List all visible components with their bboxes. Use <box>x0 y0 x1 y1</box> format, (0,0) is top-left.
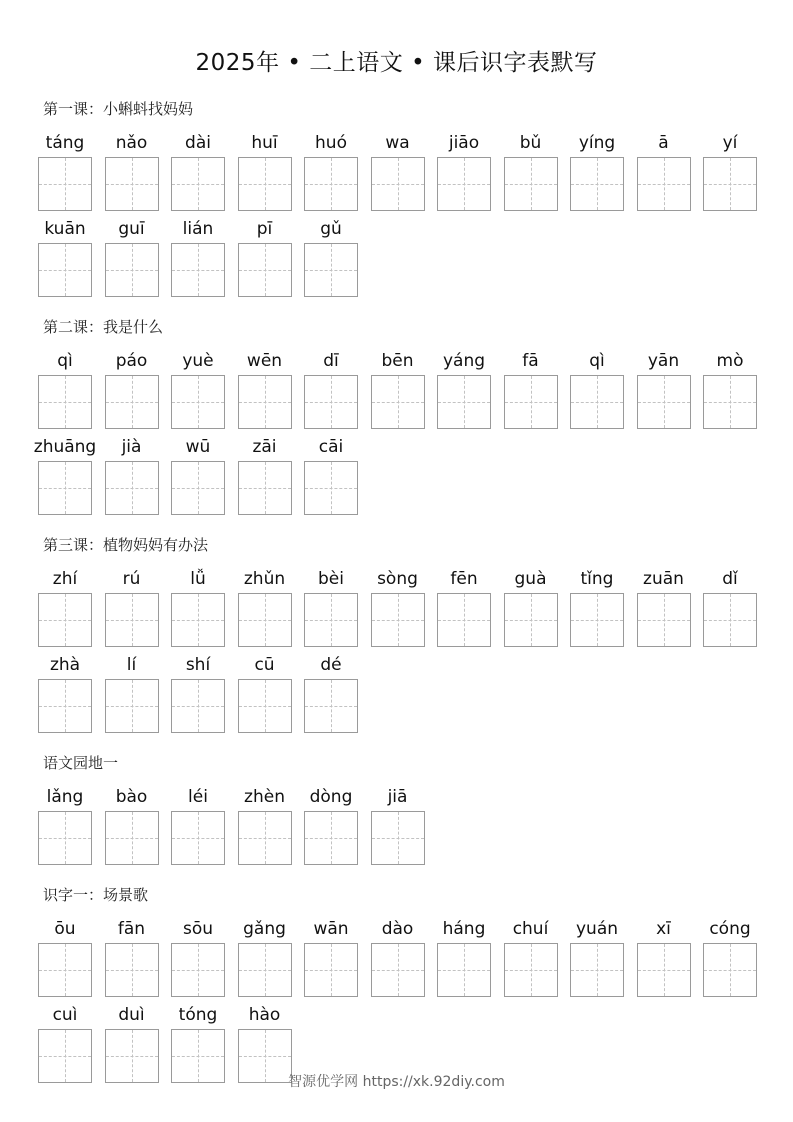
writing-box[interactable] <box>238 811 292 865</box>
pinyin-label: pī <box>256 219 273 239</box>
writing-box[interactable] <box>504 157 558 211</box>
pinyin-cell <box>504 918 558 997</box>
pinyin-cell <box>238 436 292 515</box>
pinyin-cell <box>238 654 292 733</box>
guide-line-vertical <box>464 594 465 646</box>
pinyin-label: gǔ <box>320 219 342 239</box>
pinyin-cell <box>570 132 624 211</box>
pinyin-cell <box>304 350 358 429</box>
guide-line-vertical <box>265 376 266 428</box>
pinyin-label: jiā <box>387 787 408 807</box>
guide-line-vertical <box>265 462 266 514</box>
guide-line-vertical <box>664 944 665 996</box>
writing-box[interactable] <box>238 593 292 647</box>
writing-box[interactable] <box>38 679 92 733</box>
pinyin-label: xī <box>656 919 671 939</box>
guide-line-vertical <box>398 944 399 996</box>
guide-line-vertical <box>132 594 133 646</box>
writing-box[interactable] <box>105 593 159 647</box>
pinyin-label: yuán <box>575 919 619 939</box>
pinyin-cell <box>371 918 425 997</box>
pinyin-label: mò <box>716 351 744 371</box>
pinyin-label: yān <box>647 351 680 371</box>
pinyin-cell <box>105 218 159 297</box>
guide-line-vertical <box>664 158 665 210</box>
writing-box[interactable] <box>38 593 92 647</box>
writing-box[interactable] <box>304 679 358 733</box>
pinyin-cell <box>38 132 92 211</box>
pinyin-label: dé <box>320 655 342 675</box>
guide-line-vertical <box>132 376 133 428</box>
pinyin-cell <box>703 918 757 997</box>
pinyin-cell <box>703 568 757 647</box>
writing-box[interactable] <box>703 157 757 211</box>
writing-box[interactable] <box>171 679 225 733</box>
lesson-heading: 识字一：场景歌 <box>43 886 149 904</box>
guide-line-vertical <box>132 158 133 210</box>
footer-watermark: 智源优学网 https://xk.92diy.com <box>288 1074 505 1090</box>
pinyin-label: qì <box>57 351 73 371</box>
writing-box[interactable] <box>371 593 425 647</box>
writing-box[interactable] <box>105 375 159 429</box>
lesson-heading: 第一课：小蝌蚪找妈妈 <box>43 100 194 118</box>
pinyin-cell <box>38 218 92 297</box>
guide-line-vertical <box>132 944 133 996</box>
lesson-heading: 语文园地一 <box>43 754 119 772</box>
guide-line-vertical <box>198 680 199 732</box>
writing-box[interactable] <box>637 593 691 647</box>
pinyin-label: háng <box>442 919 486 939</box>
guide-line-vertical <box>265 594 266 646</box>
pinyin-cell <box>371 132 425 211</box>
pinyin-cell <box>504 350 558 429</box>
writing-box[interactable] <box>371 375 425 429</box>
guide-line-vertical <box>265 812 266 864</box>
writing-box[interactable] <box>38 375 92 429</box>
guide-line-vertical <box>65 680 66 732</box>
pinyin-label: dòng <box>309 787 353 807</box>
guide-line-vertical <box>65 244 66 296</box>
guide-line-vertical <box>331 594 332 646</box>
pinyin-label: zhí <box>52 569 78 589</box>
pinyin-cell <box>171 350 225 429</box>
pinyin-label: cuì <box>52 1005 78 1025</box>
guide-line-vertical <box>398 812 399 864</box>
writing-box[interactable] <box>570 593 624 647</box>
pinyin-label: lián <box>182 219 214 239</box>
lesson-heading: 第三课：植物妈妈有办法 <box>43 536 209 554</box>
pinyin-cell <box>105 132 159 211</box>
pinyin-label: sōu <box>182 919 214 939</box>
writing-box[interactable] <box>304 943 358 997</box>
pinyin-cell <box>637 132 691 211</box>
guide-line-vertical <box>597 158 598 210</box>
pinyin-label: ōu <box>54 919 76 939</box>
pinyin-cell <box>504 132 558 211</box>
guide-line-vertical <box>132 680 133 732</box>
writing-box[interactable] <box>437 375 491 429</box>
page-title: 2025年 • 二上语文 • 课后识字表默写 <box>195 50 598 76</box>
pinyin-cell <box>171 218 225 297</box>
writing-box[interactable] <box>105 461 159 515</box>
pinyin-label: yáng <box>442 351 486 371</box>
writing-box[interactable] <box>637 943 691 997</box>
pinyin-label: chuí <box>512 919 549 939</box>
pinyin-label: cāi <box>318 437 344 457</box>
writing-box[interactable] <box>38 461 92 515</box>
pinyin-cell <box>105 436 159 515</box>
writing-box[interactable] <box>637 375 691 429</box>
guide-line-vertical <box>65 158 66 210</box>
pinyin-cell <box>171 786 225 865</box>
pinyin-cell <box>171 132 225 211</box>
pinyin-label: bèi <box>318 569 344 589</box>
pinyin-label: cóng <box>709 919 751 939</box>
guide-line-vertical <box>597 376 598 428</box>
writing-box[interactable] <box>504 593 558 647</box>
writing-box[interactable] <box>238 461 292 515</box>
guide-line-vertical <box>65 376 66 428</box>
guide-line-vertical <box>464 944 465 996</box>
guide-line-vertical <box>398 158 399 210</box>
guide-line-vertical <box>531 158 532 210</box>
pinyin-label: lǎng <box>46 787 84 807</box>
pinyin-label: duì <box>118 1005 145 1025</box>
pinyin-cell <box>171 436 225 515</box>
pinyin-label: lǚ <box>190 569 206 589</box>
pinyin-label: cū <box>254 655 275 675</box>
pinyin-label: gǎng <box>243 919 286 939</box>
pinyin-cell <box>703 350 757 429</box>
writing-box[interactable] <box>504 375 558 429</box>
writing-box[interactable] <box>703 593 757 647</box>
guide-line-vertical <box>265 680 266 732</box>
pinyin-cell <box>171 654 225 733</box>
guide-line-vertical <box>65 594 66 646</box>
pinyin-label: fā <box>522 351 539 371</box>
pinyin-label: zhà <box>49 655 81 675</box>
writing-box[interactable] <box>38 243 92 297</box>
pinyin-cell <box>105 918 159 997</box>
writing-box[interactable] <box>504 943 558 997</box>
writing-box[interactable] <box>105 157 159 211</box>
pinyin-cell <box>304 568 358 647</box>
guide-line-vertical <box>65 812 66 864</box>
writing-box[interactable] <box>570 943 624 997</box>
pinyin-label: tǐng <box>580 569 614 589</box>
guide-line-vertical <box>198 244 199 296</box>
writing-box[interactable] <box>171 943 225 997</box>
writing-box[interactable] <box>238 243 292 297</box>
writing-box[interactable] <box>304 461 358 515</box>
pinyin-cell <box>105 654 159 733</box>
writing-box[interactable] <box>371 943 425 997</box>
pinyin-label: wān <box>313 919 349 939</box>
guide-line-vertical <box>132 462 133 514</box>
guide-line-vertical <box>65 462 66 514</box>
pinyin-cell <box>105 786 159 865</box>
guide-line-vertical <box>464 158 465 210</box>
writing-box[interactable] <box>171 593 225 647</box>
guide-line-vertical <box>597 944 598 996</box>
pinyin-label: léi <box>188 787 208 807</box>
writing-box[interactable] <box>171 811 225 865</box>
pinyin-label: zāi <box>252 437 277 457</box>
pinyin-cell <box>371 568 425 647</box>
pinyin-cell <box>371 350 425 429</box>
pinyin-cell <box>304 132 358 211</box>
pinyin-cell <box>371 786 425 865</box>
writing-box[interactable] <box>304 811 358 865</box>
guide-line-vertical <box>265 944 266 996</box>
writing-box[interactable] <box>105 943 159 997</box>
writing-box[interactable] <box>171 461 225 515</box>
guide-line-vertical <box>398 376 399 428</box>
pinyin-label: shí <box>185 655 211 675</box>
pinyin-cell <box>504 568 558 647</box>
guide-line-vertical <box>531 944 532 996</box>
writing-box[interactable] <box>570 157 624 211</box>
guide-line-vertical <box>198 594 199 646</box>
guide-line-vertical <box>331 376 332 428</box>
writing-box[interactable] <box>171 243 225 297</box>
guide-line-vertical <box>198 462 199 514</box>
guide-line-vertical <box>398 594 399 646</box>
pinyin-cell <box>637 918 691 997</box>
pinyin-cell <box>105 568 159 647</box>
writing-box[interactable] <box>371 157 425 211</box>
guide-line-vertical <box>198 376 199 428</box>
pinyin-cell <box>238 350 292 429</box>
guide-line-vertical <box>331 944 332 996</box>
guide-line-vertical <box>531 594 532 646</box>
pinyin-label: guī <box>118 219 145 239</box>
writing-box[interactable] <box>304 593 358 647</box>
pinyin-label: zhèn <box>244 787 285 807</box>
guide-line-vertical <box>331 680 332 732</box>
writing-box[interactable] <box>703 943 757 997</box>
pinyin-label: bǔ <box>519 133 542 153</box>
guide-line-vertical <box>730 158 731 210</box>
guide-line-vertical <box>331 158 332 210</box>
writing-box[interactable] <box>304 243 358 297</box>
pinyin-cell <box>238 568 292 647</box>
guide-line-vertical <box>198 158 199 210</box>
pinyin-cell <box>38 568 92 647</box>
pinyin-cell <box>304 786 358 865</box>
guide-line-vertical <box>331 812 332 864</box>
pinyin-cell <box>570 918 624 997</box>
pinyin-label: qì <box>589 351 605 371</box>
guide-line-vertical <box>265 244 266 296</box>
pinyin-label: rú <box>122 569 141 589</box>
pinyin-label: yuè <box>182 351 214 371</box>
pinyin-cell <box>304 918 358 997</box>
guide-line-vertical <box>531 376 532 428</box>
guide-line-vertical <box>198 812 199 864</box>
pinyin-label: zhuāng <box>33 437 97 457</box>
writing-box[interactable] <box>171 375 225 429</box>
pinyin-cell <box>171 918 225 997</box>
writing-box[interactable] <box>637 157 691 211</box>
pinyin-cell <box>238 132 292 211</box>
pinyin-label: bēn <box>381 351 414 371</box>
pinyin-label: jià <box>121 437 142 457</box>
pinyin-label: lí <box>126 655 137 675</box>
pinyin-label: kuān <box>44 219 86 239</box>
pinyin-cell <box>171 568 225 647</box>
writing-box[interactable] <box>38 811 92 865</box>
writing-box[interactable] <box>38 157 92 211</box>
pinyin-label: huó <box>315 133 347 153</box>
pinyin-cell <box>33 436 97 515</box>
pinyin-cell <box>437 350 491 429</box>
pinyin-label: dài <box>185 133 211 153</box>
pinyin-label: ā <box>658 133 669 153</box>
pinyin-label: yí <box>722 133 738 153</box>
pinyin-cell <box>437 132 491 211</box>
writing-box[interactable] <box>238 157 292 211</box>
guide-line-vertical <box>132 244 133 296</box>
pinyin-cell <box>238 918 292 997</box>
writing-box[interactable] <box>238 679 292 733</box>
lesson-heading: 第二课：我是什么 <box>43 318 164 336</box>
pinyin-cell <box>703 132 757 211</box>
pinyin-label: zhǔn <box>243 569 286 589</box>
pinyin-label: bào <box>115 787 148 807</box>
writing-box[interactable] <box>304 157 358 211</box>
guide-line-vertical <box>65 944 66 996</box>
pinyin-cell <box>38 654 92 733</box>
pinyin-label: zuān <box>643 569 684 589</box>
writing-box[interactable] <box>238 375 292 429</box>
pinyin-label: fān <box>117 919 146 939</box>
writing-box[interactable] <box>105 243 159 297</box>
pinyin-label: huī <box>251 133 278 153</box>
pinyin-cell <box>38 786 92 865</box>
pinyin-label: dǐ <box>722 569 738 589</box>
guide-line-vertical <box>597 594 598 646</box>
pinyin-label: hào <box>248 1005 281 1025</box>
pinyin-label: yíng <box>578 133 616 153</box>
pinyin-cell <box>437 568 491 647</box>
writing-box[interactable] <box>437 943 491 997</box>
guide-line-vertical <box>331 244 332 296</box>
pinyin-label: sòng <box>377 569 418 589</box>
writing-box[interactable] <box>437 593 491 647</box>
pinyin-cell <box>637 568 691 647</box>
guide-line-vertical <box>265 158 266 210</box>
writing-box[interactable] <box>105 679 159 733</box>
pinyin-label: fēn <box>450 569 478 589</box>
pinyin-cell <box>238 218 292 297</box>
pinyin-label: jiāo <box>448 133 480 153</box>
pinyin-cell <box>105 350 159 429</box>
pinyin-cell <box>38 350 92 429</box>
writing-box[interactable] <box>304 375 358 429</box>
pinyin-cell <box>304 218 358 297</box>
writing-box[interactable] <box>38 943 92 997</box>
pinyin-cell <box>304 436 358 515</box>
writing-box[interactable] <box>437 157 491 211</box>
pinyin-cell <box>238 786 292 865</box>
pinyin-cell <box>637 350 691 429</box>
pinyin-label: wa <box>385 133 410 153</box>
guide-line-vertical <box>730 944 731 996</box>
guide-line-vertical <box>664 594 665 646</box>
guide-line-vertical <box>730 376 731 428</box>
guide-line-vertical <box>331 462 332 514</box>
guide-line-vertical <box>664 376 665 428</box>
pinyin-cell <box>437 918 491 997</box>
writing-box[interactable] <box>171 157 225 211</box>
pinyin-cell <box>570 350 624 429</box>
guide-line-vertical <box>132 812 133 864</box>
pinyin-cell <box>304 654 358 733</box>
writing-box[interactable] <box>105 811 159 865</box>
pinyin-cell <box>570 568 624 647</box>
writing-box[interactable] <box>371 811 425 865</box>
pinyin-label: nǎo <box>115 133 148 153</box>
pinyin-label: páo <box>115 351 148 371</box>
guide-line-vertical <box>730 594 731 646</box>
pinyin-label: wū <box>185 437 211 457</box>
pinyin-label: guà <box>514 569 547 589</box>
pinyin-label: táng <box>45 133 85 153</box>
writing-box[interactable] <box>570 375 624 429</box>
writing-box[interactable] <box>703 375 757 429</box>
pinyin-cell <box>38 918 92 997</box>
guide-line-vertical <box>198 944 199 996</box>
pinyin-label: dī <box>323 351 339 371</box>
pinyin-label: tóng <box>178 1005 218 1025</box>
writing-box[interactable] <box>238 943 292 997</box>
guide-line-vertical <box>464 376 465 428</box>
pinyin-label: wēn <box>246 351 283 371</box>
pinyin-label: dào <box>381 919 414 939</box>
